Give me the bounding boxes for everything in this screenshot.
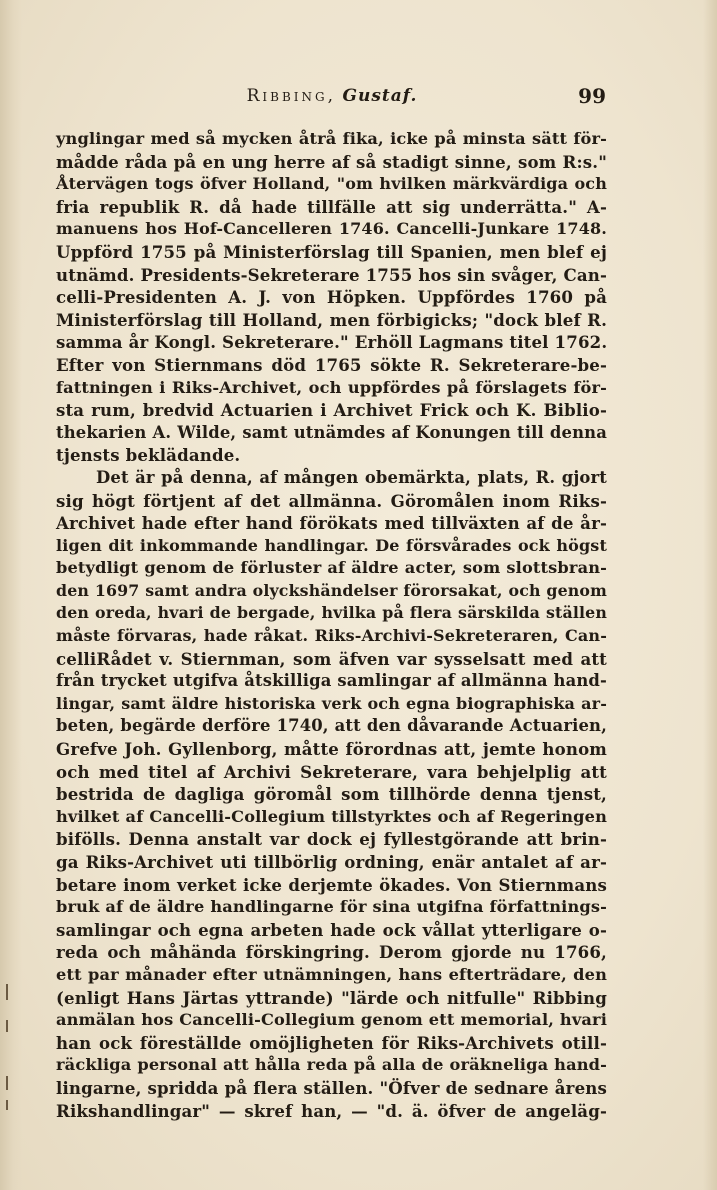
text-line: den 1697 samt andra olyckshändelser förorsakat, och genom: [56, 580, 607, 600]
text-line: celli-Presidenten A. J. von Höpken. Uppfördes 1760 på: [56, 287, 607, 308]
text-line: han ock föreställde omöjligheten för Riks-Archivets otill-: [56, 1032, 607, 1053]
text-line: utnämd. Presidents-Sekreterare 1755 hos sin svåger, Can-: [56, 264, 607, 285]
text-line: från trycket utgifva åtskilliga samlingar af allmänna hand-: [56, 671, 607, 691]
text-line: den oreda, hvari de bergade, hvilka på flera särskilda ställen: [56, 603, 607, 623]
text-line: bruk af de äldre handlingarne för sina utgifna författnings-: [56, 897, 607, 917]
page-edge-shadow: [703, 0, 717, 1190]
text-line: celliRådet v. Stiernman, som äfven var sysselsatt med att: [56, 648, 607, 669]
text-line: räckliga personal att hålla reda på alla de oräkneliga hand-: [56, 1055, 607, 1075]
text-line: och med titel af Archivi Sekreterare, vara behjelplig att: [56, 761, 607, 782]
text-line: lingarne, spridda på flera ställen. "Öfver de sednare årens: [56, 1077, 607, 1098]
text-line: Uppförd 1755 på Ministerförslag till Spanien, men blef ej: [56, 241, 607, 262]
text-line: Efter von Stiernmans död 1765 sökte R. Sekreterare-be-: [56, 354, 607, 375]
text-line: betare inom verket icke derjemte ökades. Von Stiernmans: [56, 874, 607, 895]
text-line: ynglingar med så mycken åtrå fika, icke på minsta sätt för-: [56, 129, 607, 148]
margin-tick: [6, 984, 8, 1000]
body-text: [56, 128, 607, 1122]
text-line: fria republik R. då hade tillfälle att sig underrätta." A-: [56, 196, 607, 217]
margin-tick: [6, 1020, 8, 1032]
text-line: beten, begärde derföre 1740, att den dåvarande Actuarien,: [56, 716, 607, 736]
text-line: måste förvaras, hade råkat. Riks-Archivi-Sekreteraren, Can-: [56, 626, 607, 646]
running-head-surname: Ribbing,: [246, 86, 337, 106]
margin-tick: [6, 1076, 8, 1090]
text-line: tjensts beklädande.: [56, 445, 241, 466]
text-line: lingar, samt äldre historiska verk och egna biographiska ar-: [56, 693, 607, 713]
text-line: hvilket af Cancelli-Collegium tillstyrktes och af Regeringen: [56, 806, 607, 826]
running-head-given-name: Gustaf.: [342, 86, 418, 106]
text-line: thekarien A. Wilde, samt utnämdes af Konungen till denna: [56, 422, 607, 442]
text-line: sig högt förtjent af det allmänna. Göromålen inom Riks-: [56, 490, 607, 511]
text-line: mådde råda på en ung herre af så stadigt sinne, som R:s.": [56, 151, 607, 172]
text-line: ett par månader efter utnämningen, hans efterträdare, den: [56, 964, 607, 984]
page-number: 99: [578, 84, 606, 108]
text-line: Grefve Joh. Gyllenborg, måtte förordnas att, jemte honom: [56, 739, 607, 760]
text-line: manuens hos Hof-Cancelleren 1746. Cancelli-Junkare 1748.: [56, 219, 607, 239]
text-line: Rikshandlingar" — skref han, — "d. ä. öfver de angeläg-: [56, 1100, 607, 1121]
text-line: bifölls. Denna anstalt var dock ej fyllestgörande att brin-: [56, 829, 607, 850]
text-line: reda och måhända förskingring. Derom gjorde nu 1766,: [56, 942, 607, 963]
text-line: Archivet hade efter hand förökats med tillväxten af de år-: [56, 513, 607, 534]
text-line: fattningen i Riks-Archivet, och uppfördes på förslagets för-: [56, 377, 607, 397]
page-header: [58, 86, 606, 116]
text-line: samlingar och egna arbeten hade ock vållat ytterligare o-: [56, 919, 607, 940]
text-line: Det är på denna, af mången obemärkta, plats, R. gjort: [96, 467, 607, 487]
margin-marks: [2, 900, 16, 1140]
text-line: samma år Kongl. Sekreterare." Erhöll Lagmans titel 1762.: [56, 332, 608, 353]
running-head: [58, 86, 606, 106]
text-line: ligen dit inkommande handlingar. De försvårades ock högst: [56, 535, 607, 555]
text-line: Ministerförslag till Holland, men förbigicks; "dock blef R.: [56, 309, 607, 330]
text-line: bestrida de dagliga göromål som tillhörde denna tjenst,: [56, 784, 607, 805]
text-line: Återvägen togs öfver Holland, "om hvilken märkvärdiga och: [56, 174, 607, 194]
text-line: sta rum, bredvid Actuarien i Archivet Frick och K. Biblio-: [56, 400, 607, 421]
text-line: (enligt Hans Järtas yttrande) "lärde och nitfulle" Ribbing: [56, 987, 607, 1008]
text-line: ga Riks-Archivet uti tillbörlig ordning, enär antalet af ar-: [56, 852, 607, 872]
text-line: anmälan hos Cancelli-Collegium genom ett memorial, hvari: [56, 1010, 607, 1030]
margin-tick: [6, 1100, 8, 1110]
text-line: betydligt genom de förluster af äldre acter, som slottsbran-: [56, 558, 607, 578]
